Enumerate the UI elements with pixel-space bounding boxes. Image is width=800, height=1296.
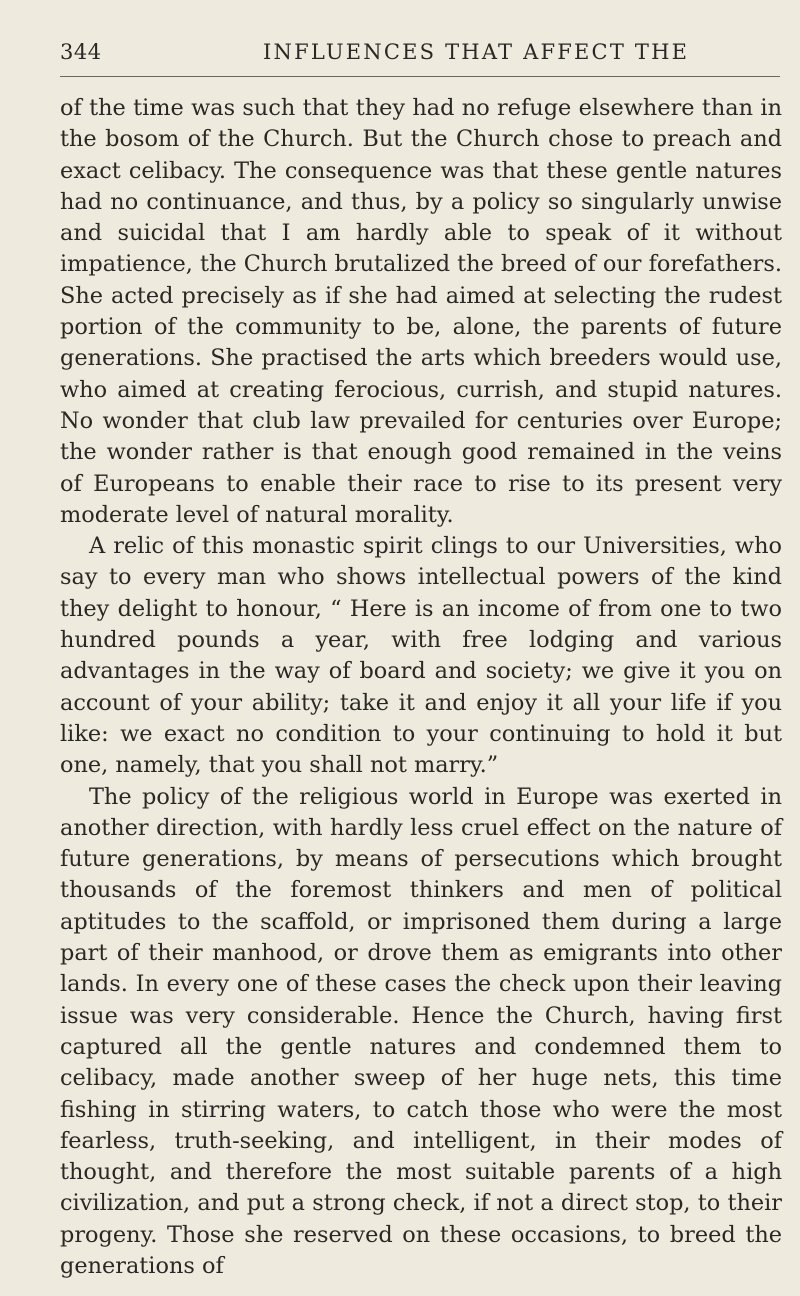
page-number: 344 bbox=[60, 40, 102, 64]
page-header bbox=[60, 40, 780, 74]
paragraph-persecutions: The policy of the religious world in Europe was exerted in another direction, with hardly less cruel effect on the nature of future generations, by means of persecutions which brought thousands of the foremost thinkers and men of political aptitudes to the scaffold, or imprisoned them during a large part of their manhood, or drove them as emigrants into other lands. In every one of these cases the check upon their leaving issue was very considerable. Hence the Church, having first captured all the gentle natures and condemned them to celibacy, made another sweep of her huge nets, this time fishing in stirring waters, to catch those who were the most fearless, truth-seeking, and intelligent, in their modes of thought, and therefore the most suitable parents of a high civilization, and put a strong check, if not a direct stop, to their progeny. Those she reserved on these occasions, to breed the generations of bbox=[60, 783, 782, 1279]
running-title: INFLUENCES THAT AFFECT THE bbox=[263, 40, 690, 64]
paragraph-universities: A relic of this monastic spirit clings to our Universities, who say to every man who shows intellectual powers of the kind they delight to honour, “ Here is an income of from one to two hundred pounds a year, with free lodging and various advantages in the way of board and society; we give it you on account of your ability; take it and enjoy it all your life if you like: we exact no condition to your continuing to hold it but one, namely, that you shall not marry.” bbox=[60, 533, 782, 779]
paragraph-continued: of the time was such that they had no refuge elsewhere than in the bosom of the Church. But the Church chose to preach and exact celibacy. The consequence was that these gentle natures had no continuance, and thus, by a policy so singularly unwise and suicidal that I am hardly able to speak of it without impatience, the Church brutalized the breed of our forefathers. She acted precisely as if she had aimed at selecting the rudest portion of the community to be, alone, the parents of future generations. She practised the arts which breeders would use, who aimed at creating ferocious, currish, and stupid natures. No wonder that club law prevailed for centuries over Europe; the wonder rather is that enough good remained in the veins of Europeans to enable their race to rise to its present very moderate level of natural morality. bbox=[60, 95, 782, 528]
body-text bbox=[60, 93, 782, 1282]
header-rule bbox=[60, 76, 780, 77]
